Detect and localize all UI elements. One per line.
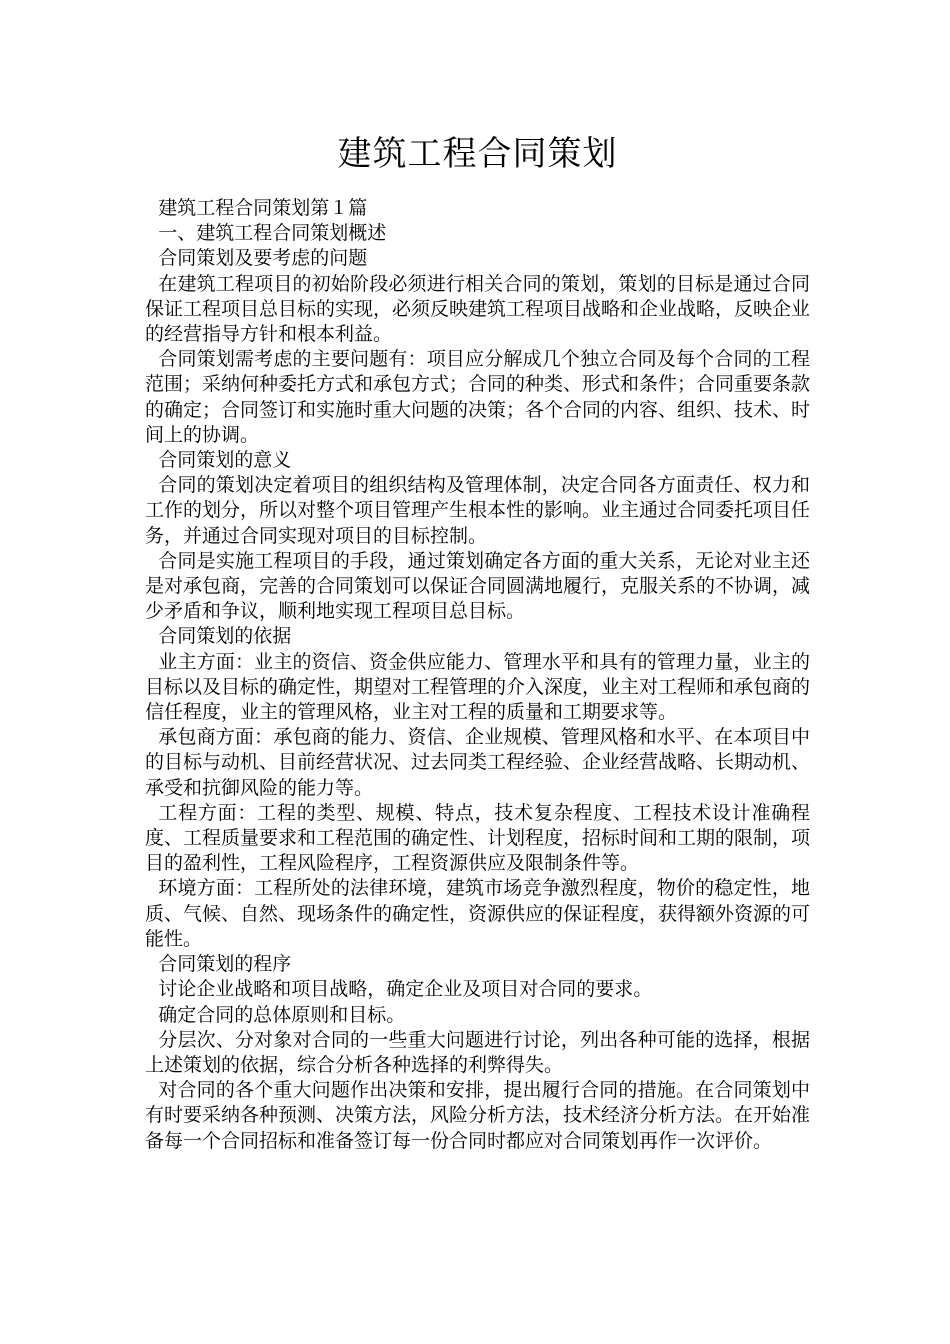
document-page [145,0,810,1154]
paragraph-heading-part: 建筑工程合同策划第１篇 [158,197,368,219]
paragraph-heading-section: 一、建筑工程合同策划概述 [158,222,387,245]
paragraph-text: 工程方面：工程的类型、规模、特点，技术复杂程度、工程技术设计准确程度、工程质量要求和工程范围的确定性、计划程度，招标时间和工期的限制，项目的盈利性，工程风险程序，工程资源供应及限制条件等。 [145,801,811,875]
paragraph-text: 确定合同的总体原则和目标。 [158,1003,406,1026]
paragraph-text: 合同是实施工程项目的手段，通过策划确定各方面的重大关系，无论对业主还是对承包商，完善的合同策划可以保证合同圆满地履行，克服关系的不协调，减少矛盾和争议，顺利地实现工程项目总目标。 [145,549,811,623]
paragraph-text: 承包商方面：承包商的能力、资信、企业规模、管理风格和水平、在本项目中的目标与动机、目前经营状况、过去同类工程经验、企业经营战略、长期动机、承受和抗御风险的能力等。 [145,726,811,799]
paragraph-text: 合同策划需考虑的主要问题有：项目应分解成几个独立合同及每个合同的工程范围；采纳何种委托方式和承包方式；合同的种类、形式和条件；合同重要条款的确定；合同签订和实施时重大问题的决策；各个合同的内容、组织、技术、时间上的协调。 [145,348,811,446]
paragraph-text: 讨论企业战略和项目战略，确定企业及项目对合同的要求。 [158,978,653,1001]
paragraph-text: 在建筑工程项目的初始阶段必须进行相关合同的策划，策划的目标是通过合同保证工程项目总目标的实现，必须反映建筑工程项目战略和企业战略，反映企业的经营指导方针和根本利益。 [145,272,811,346]
paragraph-text: 业主方面：业主的资信、资金供应能力、管理水平和具有的管理力量，业主的目标以及目标的确定性，期望对工程管理的介入深度，业主对工程师和承包商的信任程度，业主的管理风格，业主对工程的质量和工期要求等。 [145,650,811,724]
paragraph-subheading: 合同策划的依据 [158,625,292,648]
document-body [145,196,810,1154]
paragraph-text: 对合同的各个重大问题作出决策和安排，提出履行合同的措施。在合同策划中有时要采纳各种预测、决策方法，风险分析方法，技术经济分析方法。在开始准备每一个合同招标和准备签订每一份合同时都应对合同策划再作一次评价。 [145,1079,811,1152]
paragraph-text: 分层次、分对象对合同的一些重大问题进行讨论，列出各种可能的选择，根据上述策划的依据，综合分析各种选择的利弊得失。 [145,1028,810,1076]
document-title: 建筑工程合同策划 [337,134,618,174]
paragraph-subheading: 合同策划及要考虑的问题 [158,247,368,270]
paragraph-text: 环境方面：工程所处的法律环境，建筑市场竞争激烈程度，物价的稳定性，地质、气候、自然、现场条件的确定性，资源供应的保证程度，获得额外资源的可能性。 [145,877,811,950]
paragraph-text: 合同的策划决定着项目的组织结构及管理体制，决定合同各方面责任、权力和工作的划分，所以对整个项目管理产生根本性的影响。业主通过合同委托项目任务，并通过合同实现对项目的目标控制。 [145,474,811,547]
paragraph-subheading: 合同策划的意义 [158,449,292,472]
paragraph-subheading: 合同策划的程序 [158,953,292,976]
